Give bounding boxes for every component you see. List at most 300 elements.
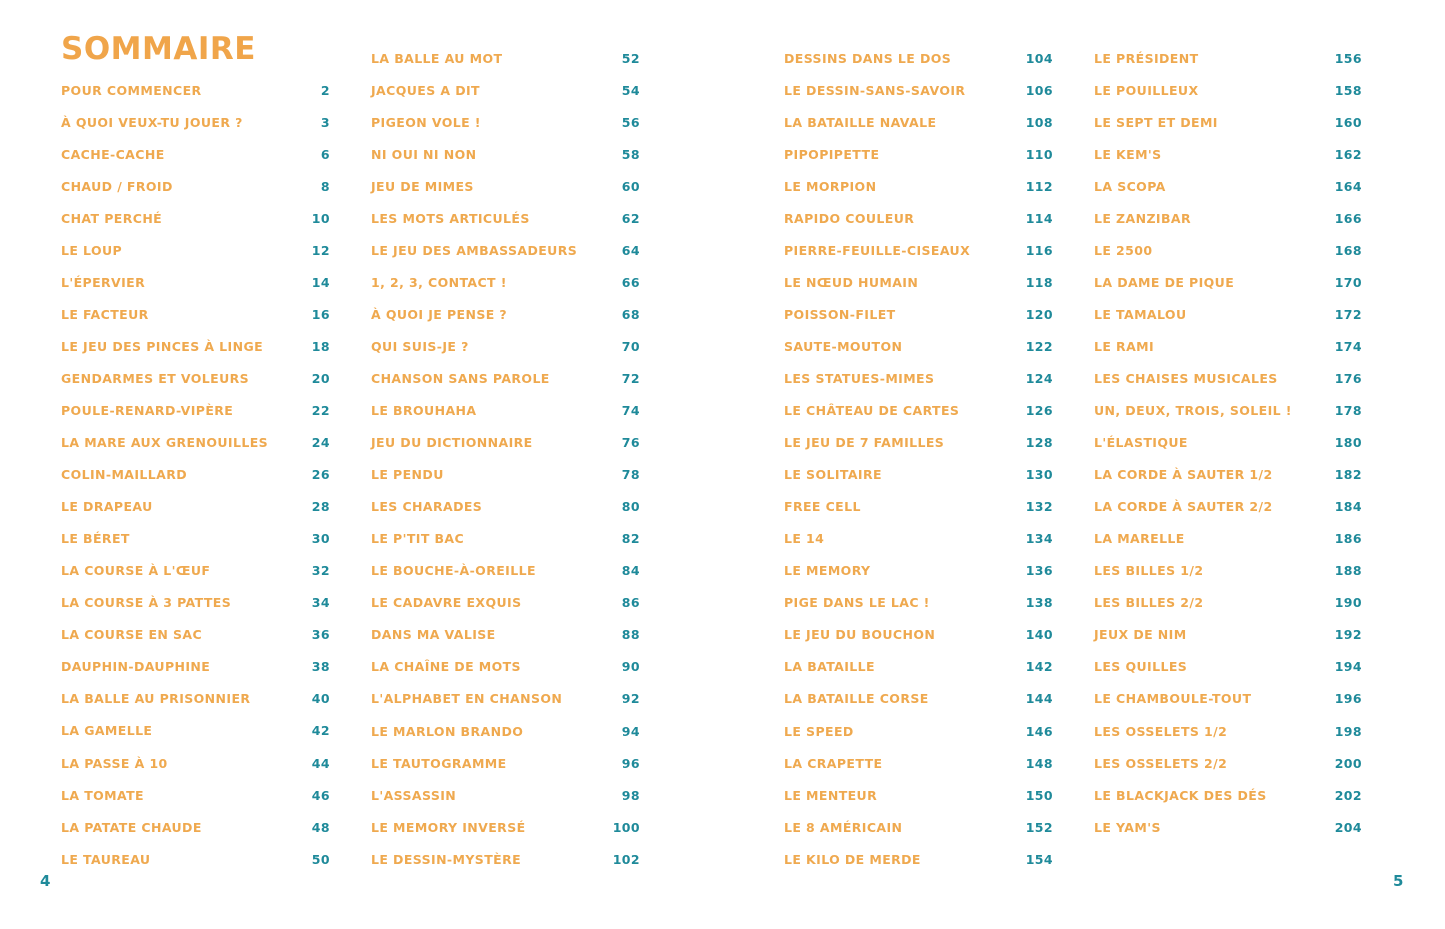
- toc-entry[interactable]: [1094, 491, 1362, 523]
- toc-entry-title: 1, 2, 3, CONTACT !: [371, 274, 507, 290]
- page-number-left: 4: [40, 872, 51, 890]
- toc-entry-title: JEU DE MIMES: [371, 178, 474, 194]
- toc-entry[interactable]: [61, 683, 330, 715]
- toc-entry-title: LA BALLE AU PRISONNIER: [61, 691, 251, 707]
- toc-entry[interactable]: [371, 491, 640, 523]
- toc-entry[interactable]: [61, 138, 330, 170]
- toc-entry[interactable]: [371, 106, 640, 138]
- toc-entry-page: 38: [311, 659, 330, 675]
- toc-entry-page: 14: [311, 274, 330, 290]
- toc-entry[interactable]: [784, 683, 1053, 715]
- toc-entry-page: 88: [621, 627, 640, 643]
- toc-entry-page: 180: [1334, 435, 1362, 451]
- toc-entry-title: LE JEU DES PINCES À LINGE: [61, 338, 264, 354]
- toc-entry-title: LE FACTEUR: [61, 306, 149, 322]
- toc-entry[interactable]: [371, 170, 640, 202]
- toc-entry-title: LE RAMI: [1094, 338, 1155, 354]
- toc-entry-title: LES BILLES 2/2: [1094, 595, 1204, 611]
- toc-entry-page: 48: [311, 819, 330, 835]
- toc-entry[interactable]: [371, 523, 640, 555]
- toc-entry-page: 190: [1334, 595, 1362, 611]
- toc-entry-title: LE MORPION: [784, 178, 877, 194]
- toc-entry-page: 198: [1334, 723, 1362, 739]
- toc-entry-title: LE CHAMBOULE-TOUT: [1094, 691, 1252, 707]
- toc-entry[interactable]: [371, 330, 640, 362]
- toc-entry-page: 178: [1334, 403, 1362, 419]
- toc-entry-page: 116: [1025, 242, 1053, 258]
- toc-entry[interactable]: [371, 683, 640, 715]
- toc-entry-page: 86: [621, 595, 640, 611]
- toc-entry-title: LA PATATE CHAUDE: [61, 819, 202, 835]
- toc-entry-title: POISSON-FILET: [784, 306, 896, 322]
- toc-entry-page: 12: [311, 242, 330, 258]
- toc-entry[interactable]: [1094, 459, 1362, 491]
- toc-entry-page: 126: [1025, 403, 1053, 419]
- toc-entry[interactable]: [371, 779, 640, 811]
- toc-column-4: [1094, 42, 1362, 843]
- toc-entry-page: 146: [1025, 723, 1053, 739]
- toc-entry-title: LE DRAPEAU: [61, 499, 153, 515]
- toc-entry-title: DAUPHIN-DAUPHINE: [61, 659, 211, 675]
- toc-entry-title: LE MEMORY: [784, 563, 871, 579]
- toc-entry-title: LA COURSE À 3 PATTES: [61, 595, 232, 611]
- toc-entry-title: LE JEU DES AMBASSADEURS: [371, 242, 578, 258]
- toc-entry[interactable]: [784, 42, 1053, 74]
- toc-entry-page: 204: [1334, 819, 1362, 835]
- toc-entry-page: 172: [1334, 306, 1362, 322]
- toc-entry[interactable]: [371, 811, 640, 843]
- toc-entry-title: LE JEU DU BOUCHON: [784, 627, 936, 643]
- toc-entry-page: 142: [1025, 659, 1053, 675]
- toc-entry-title: LE ZANZIBAR: [1094, 210, 1191, 226]
- toc-entry-page: 176: [1334, 370, 1362, 386]
- toc-entry-title: LE BROUHAHA: [371, 403, 477, 419]
- toc-entry[interactable]: [784, 747, 1053, 779]
- toc-entry-page: 40: [311, 691, 330, 707]
- toc-entry[interactable]: [371, 362, 640, 394]
- toc-entry-title: LE SOLITAIRE: [784, 467, 882, 483]
- toc-entry[interactable]: [1094, 395, 1362, 427]
- toc-entry-page: 122: [1025, 338, 1053, 354]
- toc-entry-page: 152: [1025, 819, 1053, 835]
- toc-entry[interactable]: [784, 619, 1053, 651]
- toc-entry[interactable]: [784, 459, 1053, 491]
- toc-entry[interactable]: [1094, 74, 1362, 106]
- toc-entry-title: LA COURSE À L'ŒUF: [61, 563, 211, 579]
- toc-entry[interactable]: [61, 843, 330, 875]
- toc-entry-title: LA BATAILLE: [784, 659, 875, 675]
- toc-entry[interactable]: [1094, 683, 1362, 715]
- toc-entry[interactable]: [61, 362, 330, 394]
- toc-entry-page: 6: [320, 146, 330, 162]
- toc-entry-title: LE MARLON BRANDO: [371, 723, 524, 739]
- toc-entry-title: LA TOMATE: [61, 787, 144, 803]
- toc-entry-page: 160: [1334, 114, 1362, 130]
- page-number-right: 5: [1393, 872, 1404, 890]
- toc-entry-title: UN, DEUX, TROIS, SOLEIL !: [1094, 403, 1292, 419]
- toc-entry[interactable]: [371, 715, 640, 747]
- toc-column-3: [784, 42, 1053, 875]
- toc-entry-title: LE JEU DE 7 FAMILLES: [784, 435, 945, 451]
- toc-entry-page: 90: [621, 659, 640, 675]
- toc-entry-title: LA CORDE À SAUTER 1/2: [1094, 467, 1273, 483]
- toc-entry-title: LES STATUES-MIMES: [784, 370, 935, 386]
- toc-entry[interactable]: [371, 298, 640, 330]
- toc-entry-page: 108: [1025, 114, 1053, 130]
- toc-entry-page: 162: [1334, 146, 1362, 162]
- toc-entry-title: LE KILO DE MERDE: [784, 851, 921, 867]
- toc-entry-page: 68: [621, 306, 640, 322]
- toc-entry[interactable]: [61, 619, 330, 651]
- toc-entry-page: 188: [1334, 563, 1362, 579]
- toc-entry-page: 2: [320, 82, 330, 98]
- toc-entry-title: LE BÉRET: [61, 531, 130, 547]
- toc-entry-title: JACQUES A DIT: [371, 82, 480, 98]
- toc-column-1: [61, 74, 330, 875]
- toc-entry[interactable]: [61, 811, 330, 843]
- toc-entry[interactable]: [1094, 202, 1362, 234]
- toc-entry[interactable]: [1094, 715, 1362, 747]
- toc-entry[interactable]: [371, 459, 640, 491]
- toc-entry-page: 24: [311, 435, 330, 451]
- toc-entry-page: 70: [621, 338, 640, 354]
- toc-entry-page: 28: [311, 499, 330, 515]
- toc-entry-title: LA CORDE À SAUTER 2/2: [1094, 499, 1273, 515]
- toc-entry[interactable]: [784, 523, 1053, 555]
- toc-entry-title: DESSINS DANS LE DOS: [784, 50, 952, 66]
- toc-entry-title: LES BILLES 1/2: [1094, 563, 1204, 579]
- toc-entry-page: 104: [1025, 50, 1053, 66]
- toc-entry-page: 42: [311, 723, 330, 739]
- toc-entry-title: LE POUILLEUX: [1094, 82, 1199, 98]
- toc-entry[interactable]: [61, 202, 330, 234]
- toc-entry-title: LE TAUTOGRAMME: [371, 755, 507, 771]
- toc-entry-page: 128: [1025, 435, 1053, 451]
- toc-entry-page: 72: [621, 370, 640, 386]
- toc-entry-title: LA BALLE AU MOT: [371, 50, 503, 66]
- toc-entry[interactable]: [1094, 555, 1362, 587]
- toc-entry[interactable]: [784, 811, 1053, 843]
- toc-entry-page: 76: [621, 435, 640, 451]
- toc-entry-page: 158: [1334, 82, 1362, 98]
- toc-entry[interactable]: [1094, 523, 1362, 555]
- toc-entry-page: 202: [1334, 787, 1362, 803]
- toc-entry[interactable]: [1094, 330, 1362, 362]
- toc-column-2: [371, 42, 640, 875]
- toc-entry-title: LE SEPT ET DEMI: [1094, 114, 1218, 130]
- toc-entry[interactable]: [1094, 298, 1362, 330]
- toc-entry-title: DANS MA VALISE: [371, 627, 496, 643]
- toc-entry-page: 30: [311, 531, 330, 547]
- toc-entry-title: LE DESSIN-SANS-SAVOIR: [784, 82, 966, 98]
- toc-entry[interactable]: [61, 298, 330, 330]
- toc-entry-page: 124: [1025, 370, 1053, 386]
- toc-entry[interactable]: [784, 651, 1053, 683]
- toc-entry-title: LE 14: [784, 531, 825, 547]
- toc-entry-title: LE KEM'S: [1094, 146, 1162, 162]
- toc-entry-title: LE CHÂTEAU DE CARTES: [784, 403, 960, 419]
- toc-entry-page: 120: [1025, 306, 1053, 322]
- toc-entry-title: LE SPEED: [784, 723, 854, 739]
- toc-entry[interactable]: [784, 266, 1053, 298]
- toc-entry-page: 130: [1025, 467, 1053, 483]
- toc-entry[interactable]: [784, 74, 1053, 106]
- toc-entry[interactable]: [1094, 587, 1362, 619]
- toc-entry-title: PIPOPIPETTE: [784, 146, 880, 162]
- toc-entry-page: 66: [621, 274, 640, 290]
- toc-entry-page: 32: [311, 563, 330, 579]
- toc-entry[interactable]: [371, 587, 640, 619]
- toc-entry-title: LE DESSIN-MYSTÈRE: [371, 851, 522, 867]
- toc-entry-page: 140: [1025, 627, 1053, 643]
- toc-entry-title: COLIN-MAILLARD: [61, 467, 188, 483]
- toc-entry-title: LES OSSELETS 2/2: [1094, 755, 1228, 771]
- toc-entry[interactable]: [61, 555, 330, 587]
- toc-entry-page: 36: [311, 627, 330, 643]
- toc-entry-title: LE YAM'S: [1094, 819, 1161, 835]
- toc-entry-page: 186: [1334, 531, 1362, 547]
- toc-entry-title: LES MOTS ARTICULÉS: [371, 210, 530, 226]
- toc-entry-title: JEU DU DICTIONNAIRE: [371, 435, 533, 451]
- toc-entry-page: 100: [612, 819, 640, 835]
- toc-entry[interactable]: [371, 651, 640, 683]
- toc-entry-page: 74: [621, 403, 640, 419]
- toc-entry-page: 8: [320, 178, 330, 194]
- toc-entry-title: L'ALPHABET EN CHANSON: [371, 691, 563, 707]
- toc-entry-page: 22: [311, 402, 330, 418]
- toc-entry-title: RAPIDO COULEUR: [784, 210, 915, 226]
- toc-entry-page: 170: [1334, 274, 1362, 290]
- toc-entry[interactable]: [784, 330, 1053, 362]
- toc-entry-page: 80: [621, 499, 640, 515]
- toc-entry[interactable]: [784, 779, 1053, 811]
- toc-entry[interactable]: [784, 843, 1053, 875]
- toc-entry[interactable]: [61, 747, 330, 779]
- toc-entry-title: LA GAMELLE: [61, 723, 153, 739]
- toc-entry-title: LE TAMALOU: [1094, 306, 1187, 322]
- toc-entry-title: LE P'TIT BAC: [371, 531, 465, 547]
- toc-entry-title: JEUX DE NIM: [1094, 627, 1187, 643]
- toc-entry[interactable]: [1094, 170, 1362, 202]
- toc-entry-title: CHAUD / FROID: [61, 178, 173, 194]
- toc-entry[interactable]: [61, 491, 330, 523]
- toc-entry-page: 136: [1025, 563, 1053, 579]
- toc-entry-page: 150: [1025, 787, 1053, 803]
- toc-entry-page: 50: [311, 851, 330, 867]
- toc-entry[interactable]: [1094, 266, 1362, 298]
- toc-entry[interactable]: [371, 555, 640, 587]
- toc-entry[interactable]: [61, 266, 330, 298]
- toc-entry[interactable]: [371, 202, 640, 234]
- toc-entry[interactable]: [61, 651, 330, 683]
- toc-entry-title: LES QUILLES: [1094, 659, 1188, 675]
- toc-entry-title: LA PASSE À 10: [61, 755, 168, 771]
- toc-entry-title: LA COURSE EN SAC: [61, 627, 203, 643]
- toc-entry[interactable]: [1094, 427, 1362, 459]
- toc-entry-page: 132: [1025, 499, 1053, 515]
- toc-entry[interactable]: [371, 395, 640, 427]
- toc-entry[interactable]: [1094, 747, 1362, 779]
- toc-entry-title: LE NŒUD HUMAIN: [784, 274, 919, 290]
- toc-entry[interactable]: [784, 395, 1053, 427]
- toc-entry[interactable]: [61, 170, 330, 202]
- toc-entry[interactable]: [371, 266, 640, 298]
- toc-entry[interactable]: [61, 779, 330, 811]
- toc-entry[interactable]: [1094, 138, 1362, 170]
- toc-entry-title: GENDARMES ET VOLEURS: [61, 370, 250, 386]
- toc-entry-title: LE 8 AMÉRICAIN: [784, 819, 903, 835]
- toc-entry-page: 154: [1025, 851, 1053, 867]
- toc-entry[interactable]: [1094, 106, 1362, 138]
- toc-entry[interactable]: [371, 42, 640, 74]
- toc-entry-page: 192: [1334, 627, 1362, 643]
- toc-entry-title: PIGE DANS LE LAC !: [784, 595, 930, 611]
- toc-entry-page: 92: [621, 691, 640, 707]
- toc-entry-page: 138: [1025, 595, 1053, 611]
- toc-entry[interactable]: [784, 298, 1053, 330]
- toc-entry-title: LES OSSELETS 1/2: [1094, 723, 1228, 739]
- toc-entry[interactable]: [61, 459, 330, 491]
- toc-entry-page: 182: [1334, 467, 1362, 483]
- toc-entry-title: À QUOI VEUX-TU JOUER ?: [61, 114, 243, 130]
- toc-entry[interactable]: [784, 170, 1053, 202]
- toc-entry-page: 58: [621, 146, 640, 162]
- toc-entry[interactable]: [1094, 811, 1362, 843]
- toc-entry-title: NI OUI NI NON: [371, 146, 477, 162]
- toc-entry-page: 98: [621, 787, 640, 803]
- toc-entry-title: QUI SUIS-JE ?: [371, 338, 469, 354]
- toc-entry[interactable]: [784, 138, 1053, 170]
- toc-entry-page: 82: [621, 531, 640, 547]
- toc-entry[interactable]: [1094, 651, 1362, 683]
- toc-entry-title: À QUOI JE PENSE ?: [371, 306, 508, 322]
- toc-entry-page: 46: [311, 787, 330, 803]
- toc-entry-title: LA BATAILLE NAVALE: [784, 114, 937, 130]
- toc-entry[interactable]: [371, 619, 640, 651]
- toc-entry-page: 60: [621, 178, 640, 194]
- toc-entry-title: LE 2500: [1094, 242, 1153, 258]
- toc-entry-title: CHANSON SANS PAROLE: [371, 370, 550, 386]
- toc-entry[interactable]: [1094, 619, 1362, 651]
- toc-entry-title: LA SCOPA: [1094, 178, 1166, 194]
- toc-entry-page: 96: [621, 755, 640, 771]
- toc-entry[interactable]: [784, 202, 1053, 234]
- toc-entry-page: 184: [1334, 499, 1362, 515]
- toc-entry-page: 34: [311, 595, 330, 611]
- toc-entry[interactable]: [784, 555, 1053, 587]
- toc-entry-page: 64: [621, 242, 640, 258]
- toc-entry-page: 174: [1334, 338, 1362, 354]
- toc-entry[interactable]: [61, 330, 330, 362]
- toc-entry-title: LE LOUP: [61, 242, 123, 258]
- toc-entry-title: PIGEON VOLE !: [371, 114, 481, 130]
- toc-entry-title: SAUTE-MOUTON: [784, 338, 903, 354]
- toc-entry-page: 110: [1025, 146, 1053, 162]
- toc-entry-title: LE BOUCHE-À-OREILLE: [371, 563, 536, 579]
- toc-entry-title: POULE-RENARD-VIPÈRE: [61, 402, 234, 418]
- toc-entry-title: CHAT PERCHÉ: [61, 210, 163, 226]
- toc-entry-page: 20: [311, 370, 330, 386]
- toc-entry-title: PIERRE-FEUILLE-CISEAUX: [784, 242, 971, 258]
- toc-entry-title: LA MARE AUX GRENOUILLES: [61, 435, 269, 451]
- toc-entry-page: 3: [320, 114, 330, 130]
- toc-entry-page: 118: [1025, 274, 1053, 290]
- toc-entry-title: LES CHARADES: [371, 499, 483, 515]
- toc-entry[interactable]: [61, 394, 330, 426]
- toc-entry[interactable]: [1094, 362, 1362, 394]
- toc-entry-title: L'ASSASSIN: [371, 787, 457, 803]
- toc-entry-title: LA DAME DE PIQUE: [1094, 274, 1235, 290]
- toc-entry-title: L'ÉLASTIQUE: [1094, 435, 1188, 451]
- toc-entry-title: LE MEMORY INVERSÉ: [371, 819, 526, 835]
- toc-entry[interactable]: [61, 715, 330, 747]
- toc-entry-title: LE BLACKJACK DES DÉS: [1094, 787, 1267, 803]
- toc-entry[interactable]: [61, 74, 330, 106]
- toc-entry[interactable]: [371, 138, 640, 170]
- toc-entry-title: LE PENDU: [371, 467, 444, 483]
- toc-entry[interactable]: [61, 427, 330, 459]
- toc-entry-page: 144: [1025, 691, 1053, 707]
- toc-entry[interactable]: [784, 234, 1053, 266]
- toc-entry-page: 148: [1025, 755, 1053, 771]
- toc-entry-page: 156: [1334, 50, 1362, 66]
- toc-entry-title: LA CHAÎNE DE MOTS: [371, 659, 521, 675]
- toc-entry-title: POUR COMMENCER: [61, 82, 202, 98]
- toc-entry[interactable]: [371, 747, 640, 779]
- toc-entry-title: L'ÉPERVIER: [61, 274, 146, 290]
- toc-entry-title: LA MARELLE: [1094, 531, 1185, 547]
- toc-entry[interactable]: [61, 234, 330, 266]
- toc-entry-page: 56: [621, 114, 640, 130]
- toc-entry-page: 10: [311, 210, 330, 226]
- toc-entry[interactable]: [61, 587, 330, 619]
- toc-entry-page: 166: [1334, 210, 1362, 226]
- toc-entry[interactable]: [784, 491, 1053, 523]
- toc-entry[interactable]: [1094, 779, 1362, 811]
- toc-entry[interactable]: [784, 427, 1053, 459]
- toc-entry[interactable]: [1094, 42, 1362, 74]
- toc-entry-title: LA CRAPETTE: [784, 755, 883, 771]
- toc-entry-page: 194: [1334, 659, 1362, 675]
- toc-entry[interactable]: [784, 587, 1053, 619]
- toc-entry[interactable]: [371, 427, 640, 459]
- toc-entry-title: LE PRÉSIDENT: [1094, 50, 1199, 66]
- toc-entry-page: 94: [621, 723, 640, 739]
- toc-entry[interactable]: [371, 74, 640, 106]
- toc-entry[interactable]: [61, 106, 330, 138]
- toc-entry-title: LE CADAVRE EXQUIS: [371, 595, 522, 611]
- toc-entry-page: 134: [1025, 531, 1053, 547]
- toc-entry[interactable]: [784, 362, 1053, 394]
- toc-entry-page: 26: [311, 467, 330, 483]
- toc-entry-page: 54: [621, 82, 640, 98]
- toc-entry-page: 84: [621, 563, 640, 579]
- toc-entry[interactable]: [784, 715, 1053, 747]
- toc-entry-page: 44: [311, 755, 330, 771]
- toc-entry-page: 78: [621, 467, 640, 483]
- toc-entry-page: 114: [1025, 210, 1053, 226]
- toc-entry-title: LES CHAISES MUSICALES: [1094, 370, 1278, 386]
- toc-entry-title: LA BATAILLE CORSE: [784, 691, 929, 707]
- toc-entry-page: 200: [1334, 755, 1362, 771]
- toc-entry[interactable]: [1094, 234, 1362, 266]
- toc-entry[interactable]: [371, 234, 640, 266]
- toc-entry-page: 196: [1334, 691, 1362, 707]
- toc-entry[interactable]: [371, 843, 640, 875]
- toc-entry[interactable]: [784, 106, 1053, 138]
- toc-entry-page: 164: [1334, 178, 1362, 194]
- toc-entry[interactable]: [61, 523, 330, 555]
